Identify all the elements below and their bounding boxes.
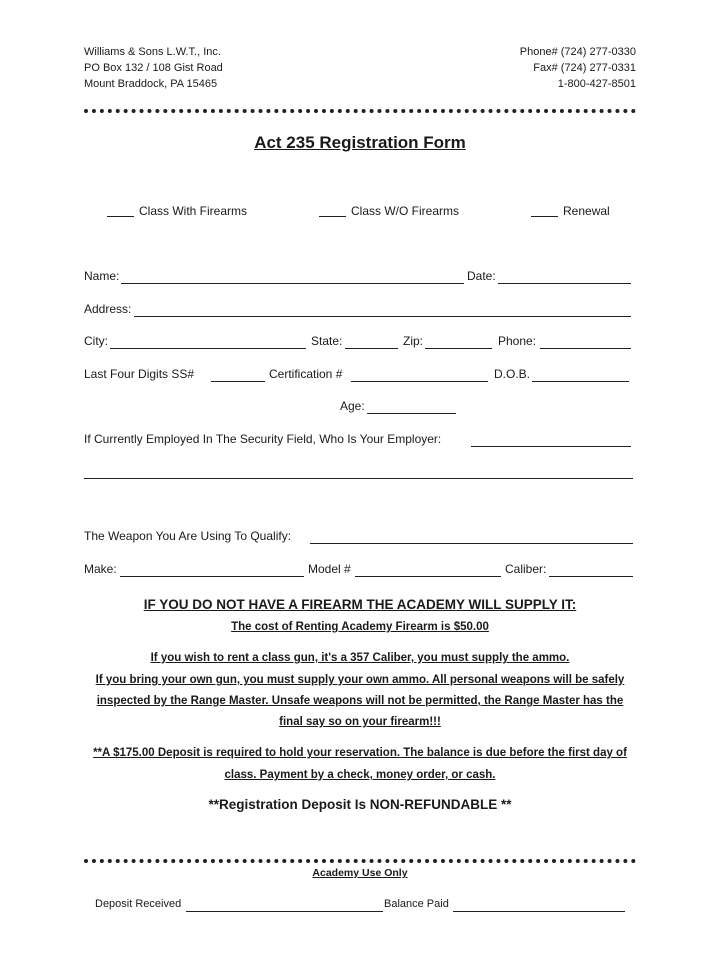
name-label: Name: [84, 269, 120, 283]
employer-field[interactable] [471, 446, 631, 447]
deposit-received-field[interactable] [186, 911, 383, 912]
footer-divider [84, 859, 636, 863]
certification-field[interactable] [351, 381, 488, 382]
weapon-field[interactable] [310, 543, 633, 544]
name-field[interactable] [121, 283, 464, 284]
certification-label: Certification # [269, 367, 343, 381]
deposit-notice: **A $175.00 Deposit is required to hold your reservation. The balance is due before the first day of class. Payment by a check, money order, or cash. [93, 747, 627, 781]
company-address-line1: PO Box 132 / 108 Gist Road [84, 62, 223, 74]
caliber-field[interactable] [549, 576, 633, 577]
academy-use-heading: Academy Use Only [312, 867, 408, 879]
make-label: Make: [84, 562, 117, 576]
form-title: Act 235 Registration Form [254, 133, 466, 152]
rental-ammo-notice: If you wish to rent a class gun, it's a 357 Caliber, you must supply the ammo. [150, 652, 570, 664]
age-field[interactable] [367, 413, 456, 414]
rental-cost-notice: The cost of Renting Academy Firearm is $50.00 [231, 621, 489, 633]
address-label: Address: [84, 302, 132, 316]
date-field[interactable] [498, 283, 631, 284]
company-fax: Fax# (724) 277-0331 [533, 62, 636, 74]
dob-field[interactable] [532, 381, 629, 382]
without-firearms-checkline[interactable] [319, 216, 346, 217]
deposit-received-label: Deposit Received [95, 898, 182, 910]
company-tollfree: 1-800-427-8501 [557, 78, 636, 90]
city-field[interactable] [110, 348, 306, 349]
state-field[interactable] [345, 348, 398, 349]
model-field[interactable] [355, 576, 501, 577]
company-address-line2: Mount Braddock, PA 15465 [84, 78, 218, 90]
employer-field-continued[interactable] [84, 478, 633, 479]
date-label: Date: [467, 269, 496, 283]
company-phone: Phone# (724) 277-0330 [519, 46, 636, 58]
renewal-label: Renewal [563, 204, 610, 218]
renewal-checkline[interactable] [531, 216, 558, 217]
balance-paid-field[interactable] [453, 911, 625, 912]
phone-field[interactable] [540, 348, 631, 349]
with-firearms-label: Class With Firearms [139, 204, 248, 218]
address-field[interactable] [134, 316, 631, 317]
without-firearms-label: Class W/O Firearms [351, 204, 459, 218]
phone-label: Phone: [498, 334, 537, 348]
age-label: Age: [340, 399, 365, 413]
own-gun-notice: If you bring your own gun, you must supply your own ammo. All personal weapons will be safely inspected by the Range Master. Unsafe weapons will not be permitted, the Range Master has the final say so on your firearm!!! [95, 674, 625, 728]
state-label: State: [311, 334, 343, 348]
model-label: Model # [308, 562, 351, 576]
ss-label: Last Four Digits SS# [84, 367, 195, 381]
zip-field[interactable] [425, 348, 492, 349]
firearm-supply-notice: IF YOU DO NOT HAVE A FIREARM THE ACADEMY WILL SUPPLY IT: [143, 597, 577, 612]
ss-field[interactable] [211, 381, 265, 382]
header-divider [84, 109, 636, 113]
dob-label: D.O.B. [494, 367, 531, 381]
caliber-label: Caliber: [505, 562, 547, 576]
company-name: Williams & Sons L.W.T., Inc. [84, 46, 221, 58]
nonrefundable-notice: **Registration Deposit Is NON-REFUNDABLE ** [208, 797, 512, 812]
weapon-label: The Weapon You Are Using To Qualify: [84, 529, 292, 543]
with-firearms-checkline[interactable] [107, 216, 134, 217]
employer-label: If Currently Employed In The Security Field, Who Is Your Employer: [84, 432, 442, 446]
zip-label: Zip: [403, 334, 424, 348]
make-field[interactable] [120, 576, 304, 577]
balance-paid-label: Balance Paid [384, 898, 449, 910]
city-label: City: [84, 334, 108, 348]
